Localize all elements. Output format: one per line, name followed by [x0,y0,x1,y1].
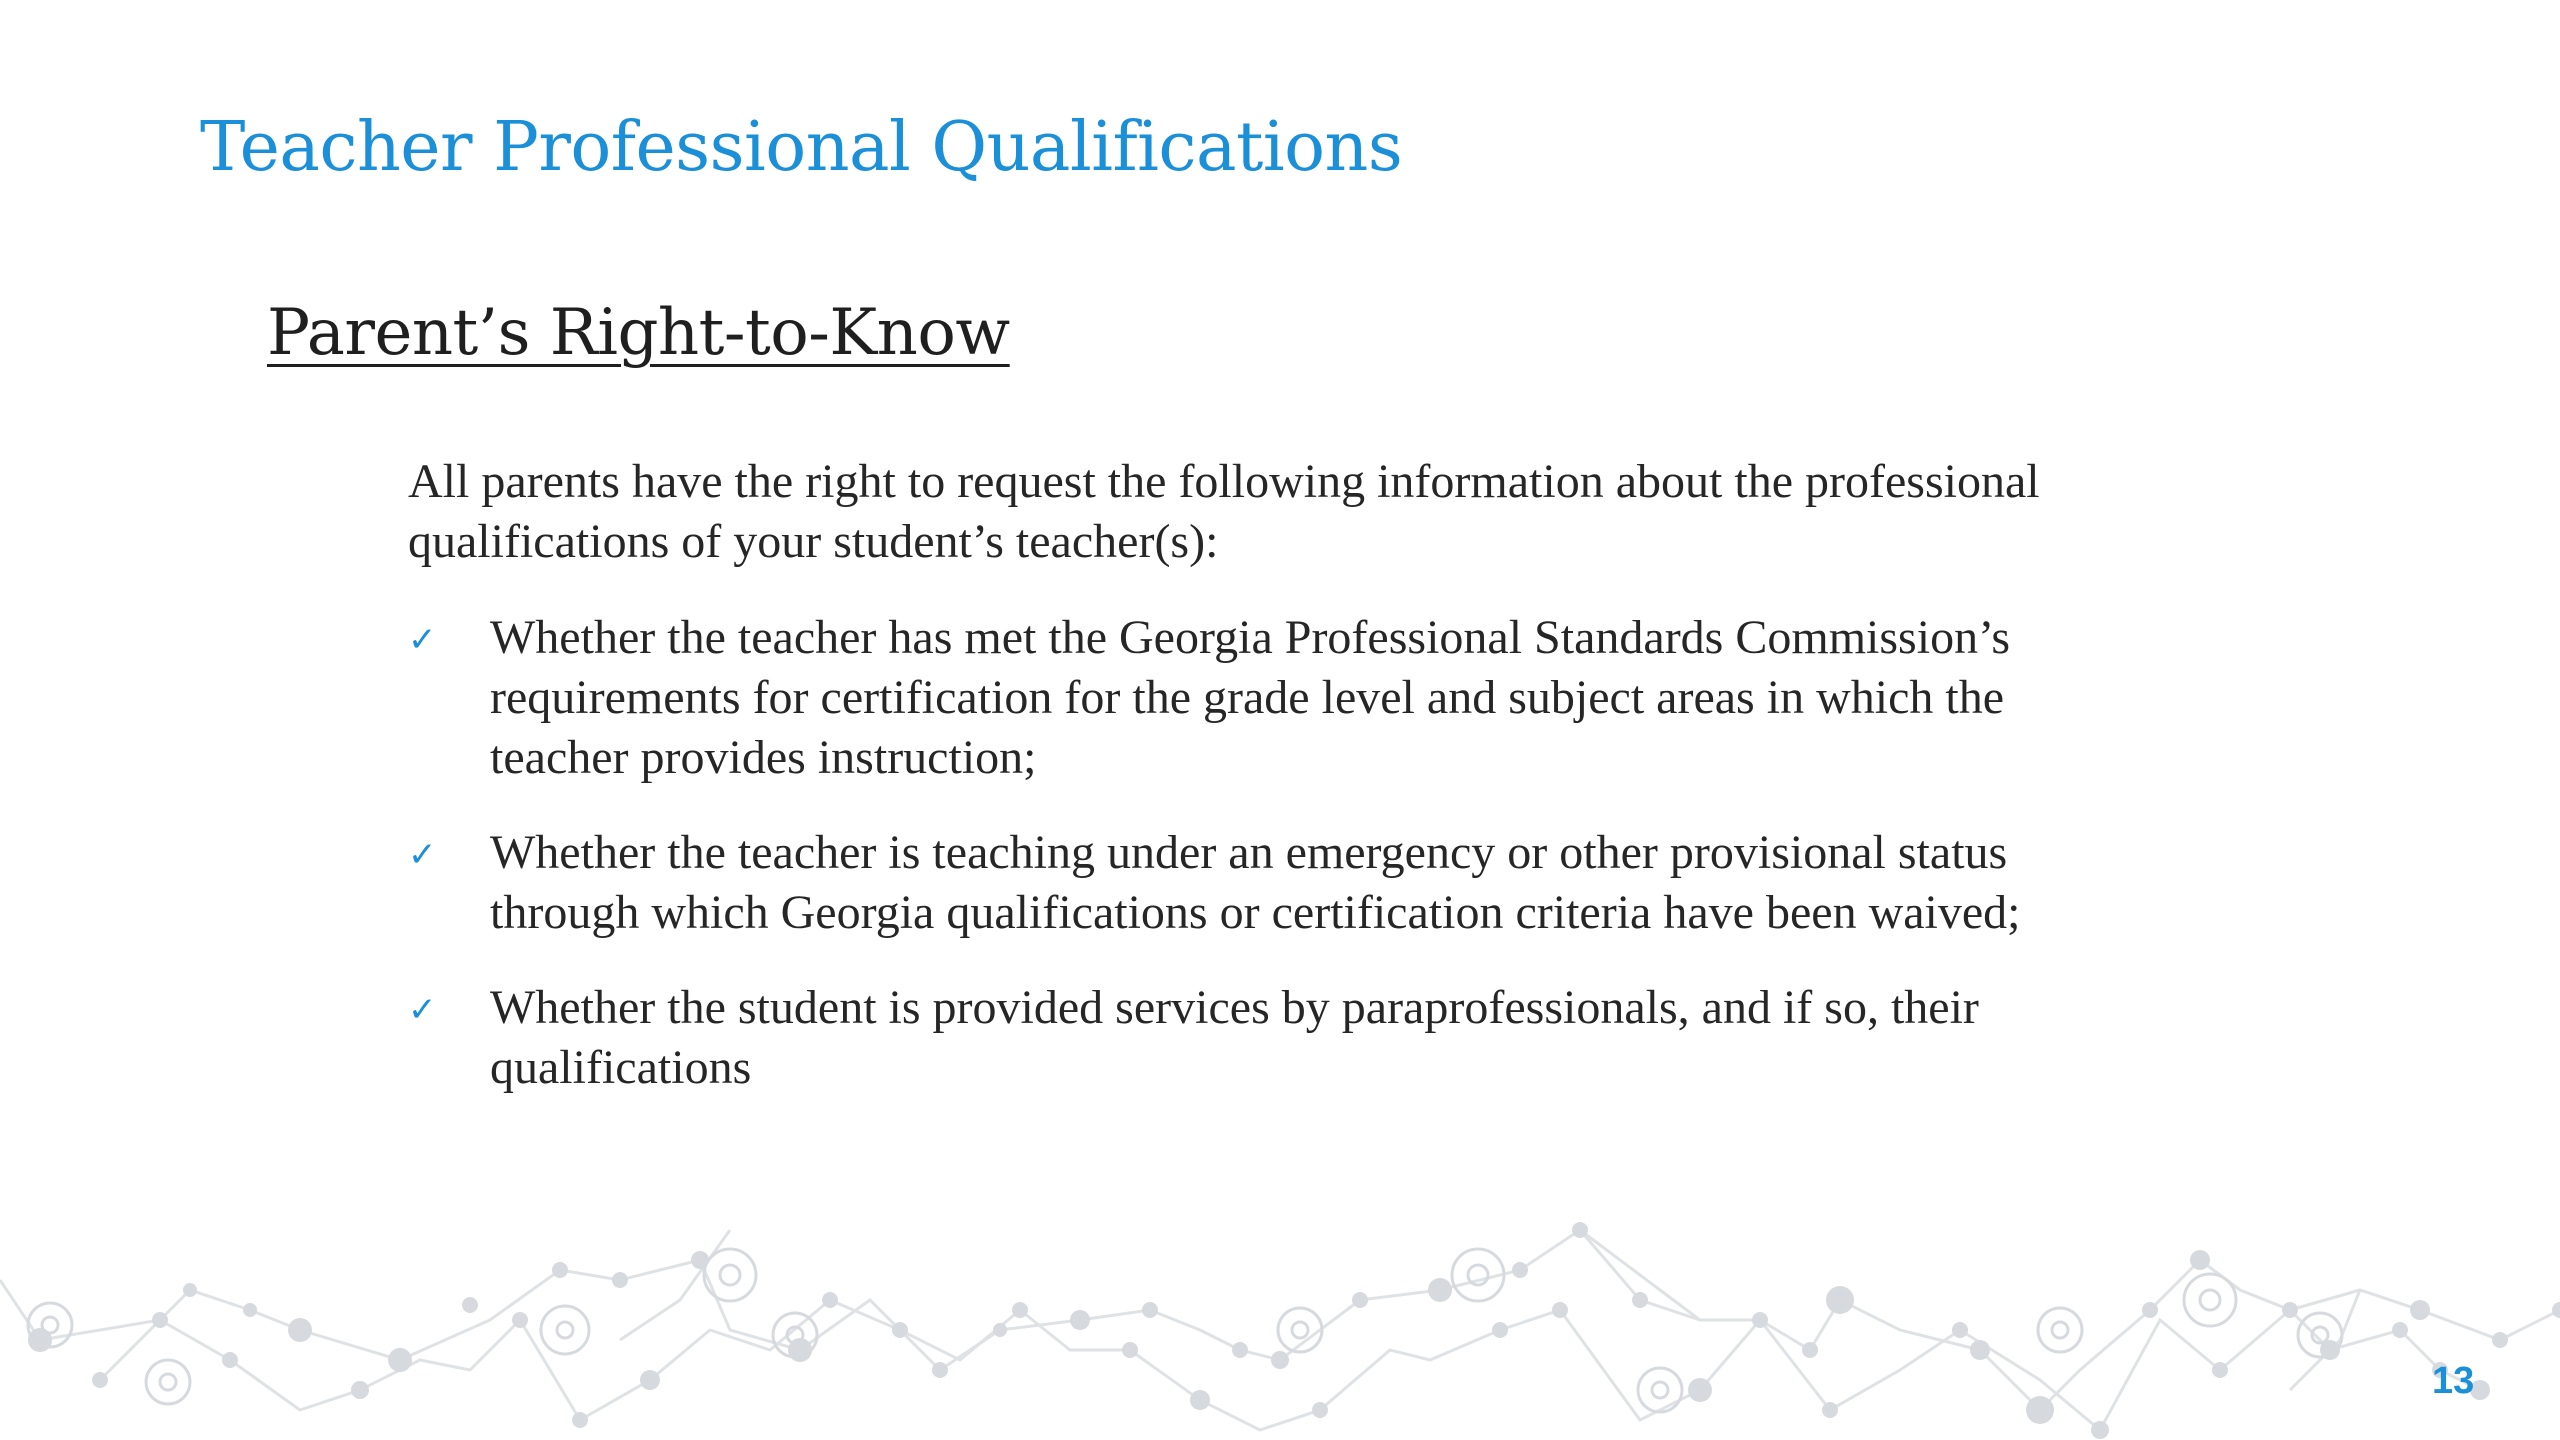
network-lines [0,1230,2560,1430]
slide-title: Teacher Professional Qualifications [200,108,1403,187]
bullet-list [408,608,2048,1098]
bullet-item [408,608,2048,788]
bullet-item [408,978,2048,1098]
intro-paragraph: All parents have the right to request the following information about the professional qualifications of your student’s teacher(s): [408,455,2040,568]
network-pattern-decoration [0,1200,2560,1440]
network-nodes [28,1222,2560,1439]
bullet-text: Whether the student is provided services by paraprofessionals, and if so, their qualifications [490,981,1979,1094]
checkmark-icon: ✓ [408,620,437,660]
slide-body [408,452,2048,1133]
slide-subtitle: Parent’s Right-to-Know [267,296,1010,370]
page-number: 13 [2432,1360,2475,1402]
bullet-item [408,823,2048,943]
checkmark-icon: ✓ [408,835,437,875]
bullet-text: Whether the teacher is teaching under an emergency or other provisional status through which Georgia qualifications or certification criteria have been waived; [490,826,2021,939]
checkmark-icon: ✓ [408,990,437,1030]
bullet-text: Whether the teacher has met the Georgia Professional Standards Commission’s requirements for certification for the grade level and subject areas in which the teacher provides instruction; [490,611,2011,784]
